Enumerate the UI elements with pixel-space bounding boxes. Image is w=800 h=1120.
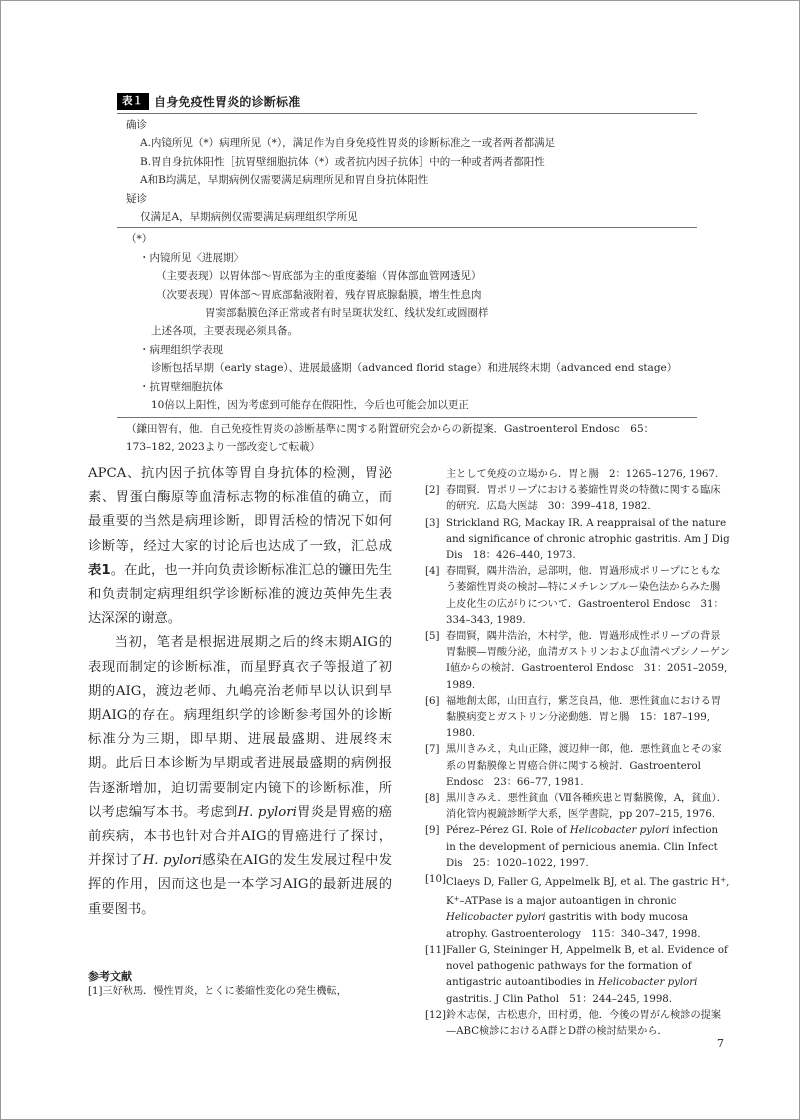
reference-number: [8] xyxy=(425,793,440,805)
reference-item xyxy=(425,1008,730,1040)
note-path-title: ・病理组织学表现 xyxy=(139,343,223,356)
note-minor: （次要表现）胃体部～胃底部黏液附着，残存胃底腺黏膜，增生性息肉 xyxy=(156,288,482,301)
note-star: （*） xyxy=(126,233,153,246)
suspected-label: 疑诊 xyxy=(126,192,147,205)
reference-number: [10] xyxy=(425,874,446,886)
reference-text: 黒川きみえ．悪性貧血（Ⅶ各種疾患と胃黏膜像，A，貧血）．消化管内視鏡診断学大系，医学書院，pp 207–215, 1976. xyxy=(446,793,727,821)
confirmed-item: A.内镜所见（*）病理所见（*），满足作为自身免疫性胃炎的诊断标准之一或者两者都满足 xyxy=(140,137,556,150)
confirmed-label: 确诊 xyxy=(126,119,147,131)
table-criteria-section xyxy=(117,114,697,227)
note-minor-cont: 胃窦部黏膜色泽正常或者有时呈斑状发红、线状发红或圆圈样 xyxy=(205,307,489,320)
source-line: 173–182, 2023より一部改変して転載） xyxy=(126,440,321,453)
reference-item xyxy=(425,564,730,629)
reference-text: 春間賢，隅井浩治，忌部明，他．胃過形成ポリープにともなう萎縮性胃炎の検討—特にメチレンブルー染色法からみた腸上皮化生の広がりについて．Gastroenterol Endosc 31：334–343, 1989. xyxy=(446,566,724,626)
confirmed-item: B.胃自身抗体阳性［抗胃壁细胞抗体（*）或者抗内因子抗体］中的一种或者两者都阳性 xyxy=(140,155,545,168)
reference-item: [1]三好秋馬．慢性胃炎，とくに萎縮性変化の発生機転， xyxy=(88,986,347,997)
table-badge: 表１ xyxy=(117,93,149,110)
paragraph: 当初，笔者是根据进展期之后的终末期AIG的表现而制定的诊断标准，而星野真衣子等报道了初期的AIG，渡边老师、九嶋亮治老师早以认识到早期AIG的存在。病理组织学的诊断参考国外的诊断标准分为三期，即早期、进展最盛期、进展终末期。此后日本诊断为早期或者进展最盛期的病例报告逐渐增加，迫切需要制定内镜下的诊断标准，所以考虑编写本书。考虑到H. pylori胃炎是胃癌的癌前疾病，本书也针对合并AIG的胃癌进行了探讨，并探讨了H. pylori感染在AIG的发生发展过程中发挥的作用，因而这也是一本学习AIG的最新进展的重要图书。 xyxy=(88,635,393,917)
reference-item xyxy=(425,629,730,694)
note-endo-title: ・内镜所见〈进展期〉 xyxy=(139,251,244,264)
diagnostic-criteria-table xyxy=(117,92,697,456)
reference-text: 福地創太郎，山田直行，紫芝良昌，他．悪性貧血における胃黏膜病変とガストリン分泌動態．胃と腸 15：187–199, 1980. xyxy=(446,695,722,740)
reference-item xyxy=(425,823,730,872)
reference-item xyxy=(425,943,730,1008)
table-title: 自身免疫性胃炎的诊断标准 xyxy=(154,94,301,109)
page-number: 7 xyxy=(717,1037,724,1050)
table-notes-section xyxy=(117,228,697,416)
note-major: （主要表现）以胃体部～胃底部为主的重度萎缩（胃体部血管网透见） xyxy=(156,270,482,283)
reference-number: [12] xyxy=(425,1009,446,1021)
suspected-item: 仅满足A，早期病例仅需要满足病理组织学所见 xyxy=(140,211,358,224)
reference-number: [11] xyxy=(425,944,446,956)
reference-number: [9] xyxy=(425,825,440,837)
reference-item xyxy=(425,791,730,823)
body-text xyxy=(88,462,392,922)
table-header xyxy=(117,92,697,110)
table-reference: 表1 xyxy=(88,562,111,578)
reference-text: 鈴木志保，古松恵介，田村勇，他．今後の胃がん検診の提案—ABC検診におけるA群とD群の検討結果から． xyxy=(446,1009,722,1037)
reference-text: Faller G, Steininger H, Appelmelk B, et al. Evidence of novel pathogenic pathways for the formation of antigastric autoantibodies in Helicobacter pylori gastritis. J Clin Pathol 51：244–245, 1998. xyxy=(446,944,728,1005)
note-anti-title: ・抗胃壁细胞抗体 xyxy=(139,380,223,393)
references-heading: 参考文献 xyxy=(88,970,132,983)
note-endo-summary: 上述各项，主要表现必须具备。 xyxy=(151,325,298,338)
reference-text: 黒川きみえ，丸山正隆，渡辺伸一郎，他．悪性貧血とその家系の胃黏膜像と胃癌合併に関する検討．Gastroenterol Endosc 23：66–77, 1981. xyxy=(446,744,722,788)
reference-number: [2] xyxy=(425,485,440,497)
reference-item xyxy=(425,483,730,515)
note-anti-text: 10倍以上阳性，因为考虑到可能存在假阳性，今后也可能会加以更正 xyxy=(151,399,469,412)
reference-item xyxy=(425,872,730,943)
reference-item xyxy=(425,742,730,791)
table-source-note xyxy=(117,418,697,456)
reference-text: 春間賢，隅井浩治，木村学，他．胃過形成性ポリープの背景胃黏膜—胃酸分泌，血清ガストリンおよび血清ペプシノーゲンI値からの検討．Gastroenterol Endosc 31：2051–2059, 1989. xyxy=(446,631,730,691)
reference-number: [5] xyxy=(425,631,440,643)
source-line: （鎌田智有，他．自己免疫性胃炎の診断基準に関する附置研究会からの新提案．Gastroenterol Endosc 65： xyxy=(126,422,655,435)
reference-number: [6] xyxy=(425,695,440,707)
reference-number: [3] xyxy=(425,517,440,529)
confirmed-item: A和B均满足，早期病例仅需要满足病理所见和胃自身抗体阳性 xyxy=(140,174,429,187)
reference-text: Strickland RG, Mackay IR. A reappraisal of the nature and significance of chronic atrophic gastritis. Am J Dig Dis 18：426–440, 1973. xyxy=(446,517,730,562)
references-list xyxy=(425,467,730,1040)
paragraph: APCA、抗内因子抗体等胃自身抗体的检测，胃泌素、胃蛋白酶原等血清标志物的标准值的确立，而最重要的当然是病理诊断，即胃活检的情况下如何诊断等，经过大家的讨论后也达成了一致，汇总成表1。在此，也一并向负责诊断标准汇总的镰田先生和负责制定病理组织学诊断标准的渡边英伸先生表达深深的谢意。 xyxy=(88,466,392,627)
reference-text: Pérez–Pérez GI. Role of Helicobacter pylori infection in the development of pernicious anemia. Clin Infect Dis 25：1020–1022, 1997. xyxy=(446,825,719,869)
reference-number: [7] xyxy=(425,744,440,756)
reference-text: 春間賢．胃ポリープにおける萎縮性胃炎の特徴に関する臨床的研究．広島大医誌 30：399–418, 1982. xyxy=(446,485,721,513)
reference-continuation: 主として免疫の立場から．胃と腸 2：1265–1276, 1967. xyxy=(446,469,719,480)
reference-text: Claeys D, Faller G, Appelmelk BJ, et al. The gastric H+, K+–ATPase is a major autoantigen in chronic Helicobacter pylori gastritis with body mucosa atrophy. Gastroenterology 115：340–347, 1998. xyxy=(446,876,730,940)
reference-item xyxy=(425,516,730,565)
reference-item xyxy=(425,694,730,743)
note-path-text: 诊断包括早期（early stage）、进展最盛期（advanced florid stage）和进展终末期（advanced end stage） xyxy=(151,362,678,375)
reference-number: [4] xyxy=(425,566,440,578)
